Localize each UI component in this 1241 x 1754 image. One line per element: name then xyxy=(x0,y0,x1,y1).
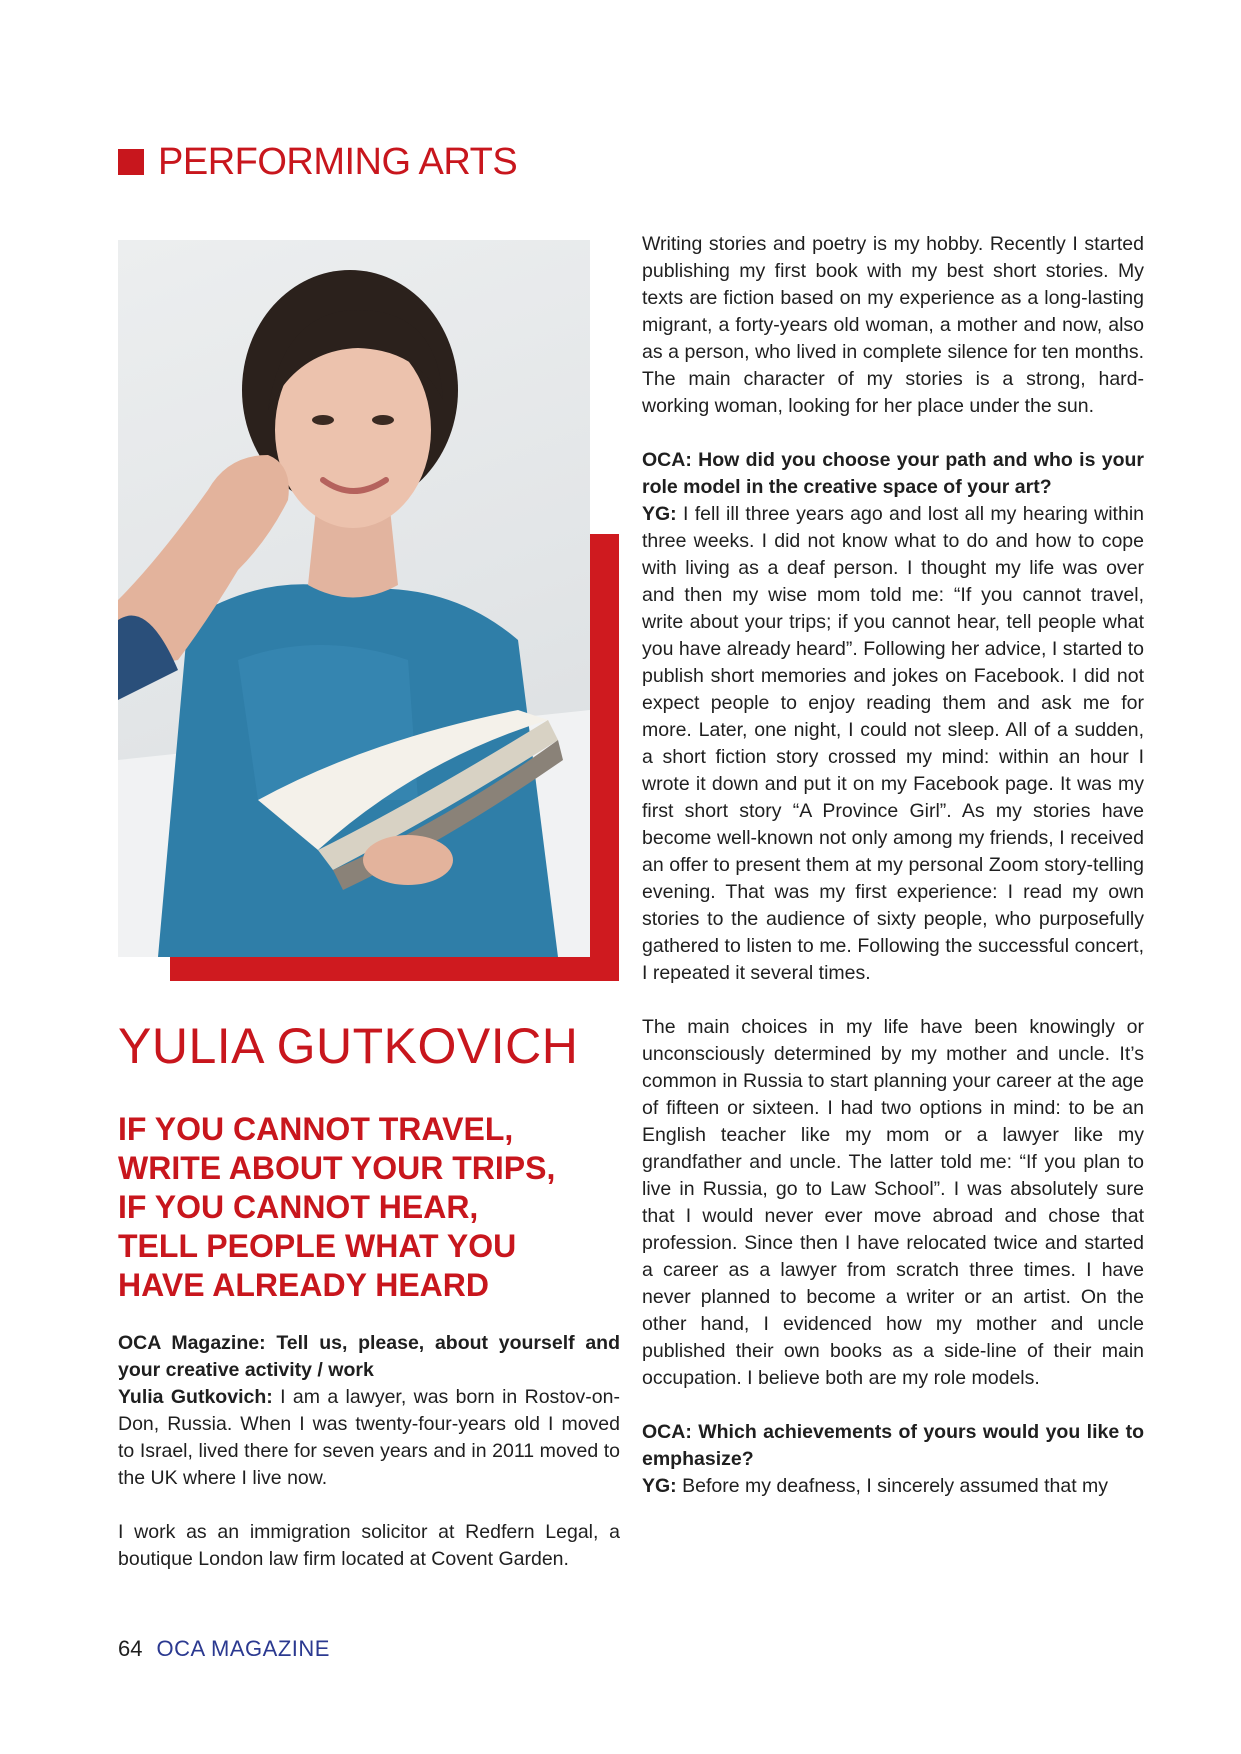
paragraph-work: I work as an immigration solicitor at Redfern Legal, a boutique London law firm located at Covent Garden. xyxy=(118,1521,620,1570)
answer-2-speaker: YG: xyxy=(642,503,677,525)
right-text-column xyxy=(642,231,1144,1500)
page-number: 64 xyxy=(118,1636,143,1661)
question-1 xyxy=(118,1330,620,1492)
answer-3-text: Before my deafness, I sincerely assumed that my xyxy=(676,1475,1109,1497)
portrait-photo xyxy=(118,240,590,957)
question-2-text: OCA: How did you choose your path and who is your role model in the creative space of your art? xyxy=(642,449,1144,498)
pull-quote-line: TELL PEOPLE WHAT YOU xyxy=(118,1228,517,1264)
section-label: PERFORMING ARTS xyxy=(158,140,518,183)
answer-2-text: I fell ill three years ago and lost all my hearing within three weeks. I did not know what to do and how to cope with living as a deaf person. I thought my life was over and then my wise mom told me: “If you cannot travel, write about your trips; if you cannot hear, tell people what you have already heard”. Following her advice, I started to publish short memories and jokes on Facebook. I did not expect people to enjoy reading them and ask me for more. Later, one night, I could not sleep. All of a sudden, a short fiction story crossed my mind: within an hour I wrote it down and put it on my Facebook page. It was my first short story “A Province Girl”. As my stories have become well-known not only among my friends, I received an offer to present them at my personal Zoom story-telling evening. That was my first experience: I read my own stories to the audience of sixty people, who purposefully gathered to listen to me. Following the successful concert, I repeated it several times. xyxy=(642,503,1144,984)
answer-1-speaker: Yulia Gutkovich: xyxy=(118,1386,273,1408)
left-text-column xyxy=(118,1330,620,1573)
answer-3-speaker: YG: xyxy=(642,1475,677,1497)
question-1-text: OCA Magazine: Tell us, please, about yourself and your creative activity / work xyxy=(118,1332,620,1381)
question-3 xyxy=(642,1419,1144,1500)
paragraph-choices: The main choices in my life have been knowingly or unconsciously determined by my mother and uncle. It’s common in Russia to start planning your career at the age of fifteen or sixteen. I had two options in mind: to be an English teacher like my mom or a lawyer like my grandfather and uncle. The latter told me: “If you plan to live in Russia, go to Law School”. I was absolutely sure that I would never ever move abroad and chose that profession. Since then I have relocated twice and started a career as a lawyer from scratch three times. I have never planned to become a writer or an artist. On the other hand, I evidenced how my mother and uncle published their own books as a side-line of their main occupation. I believe both are my role models. xyxy=(642,1016,1144,1389)
section-marker-square xyxy=(118,149,144,175)
pull-quote-line: WRITE ABOUT YOUR TRIPS, xyxy=(118,1150,556,1186)
paragraph-hobby: Writing stories and poetry is my hobby. Recently I started publishing my first book with my best short stories. My texts are fiction based on my experience as a long-lasting migrant, a forty-years old woman, a mother and now, also as a person, who lived in complete silence for ten months. The main character of my stories is a strong, hard-working woman, looking for her place under the sun. xyxy=(642,233,1144,417)
pull-quote-line: IF YOU CANNOT HEAR, xyxy=(118,1189,479,1225)
answer-1-text: I am a lawyer, was born in Rostov-on-Don, Russia. When I was twenty-four-years old I moved to Israel, lived there for seven years and in 2011 moved to the UK where I live now. xyxy=(118,1386,620,1489)
page-footer xyxy=(118,1636,330,1662)
question-2 xyxy=(642,447,1144,987)
publication-name: OCA MAGAZINE xyxy=(156,1636,330,1661)
section-header xyxy=(118,142,517,182)
interviewee-name: YULIA GUTKOVICH xyxy=(118,1018,579,1074)
pull-quote-line: IF YOU CANNOT TRAVEL, xyxy=(118,1111,514,1147)
pull-quote xyxy=(118,1110,638,1305)
pull-quote-line: HAVE ALREADY HEARD xyxy=(118,1267,489,1303)
question-3-text: OCA: Which achievements of yours would you like to emphasize? xyxy=(642,1421,1144,1470)
